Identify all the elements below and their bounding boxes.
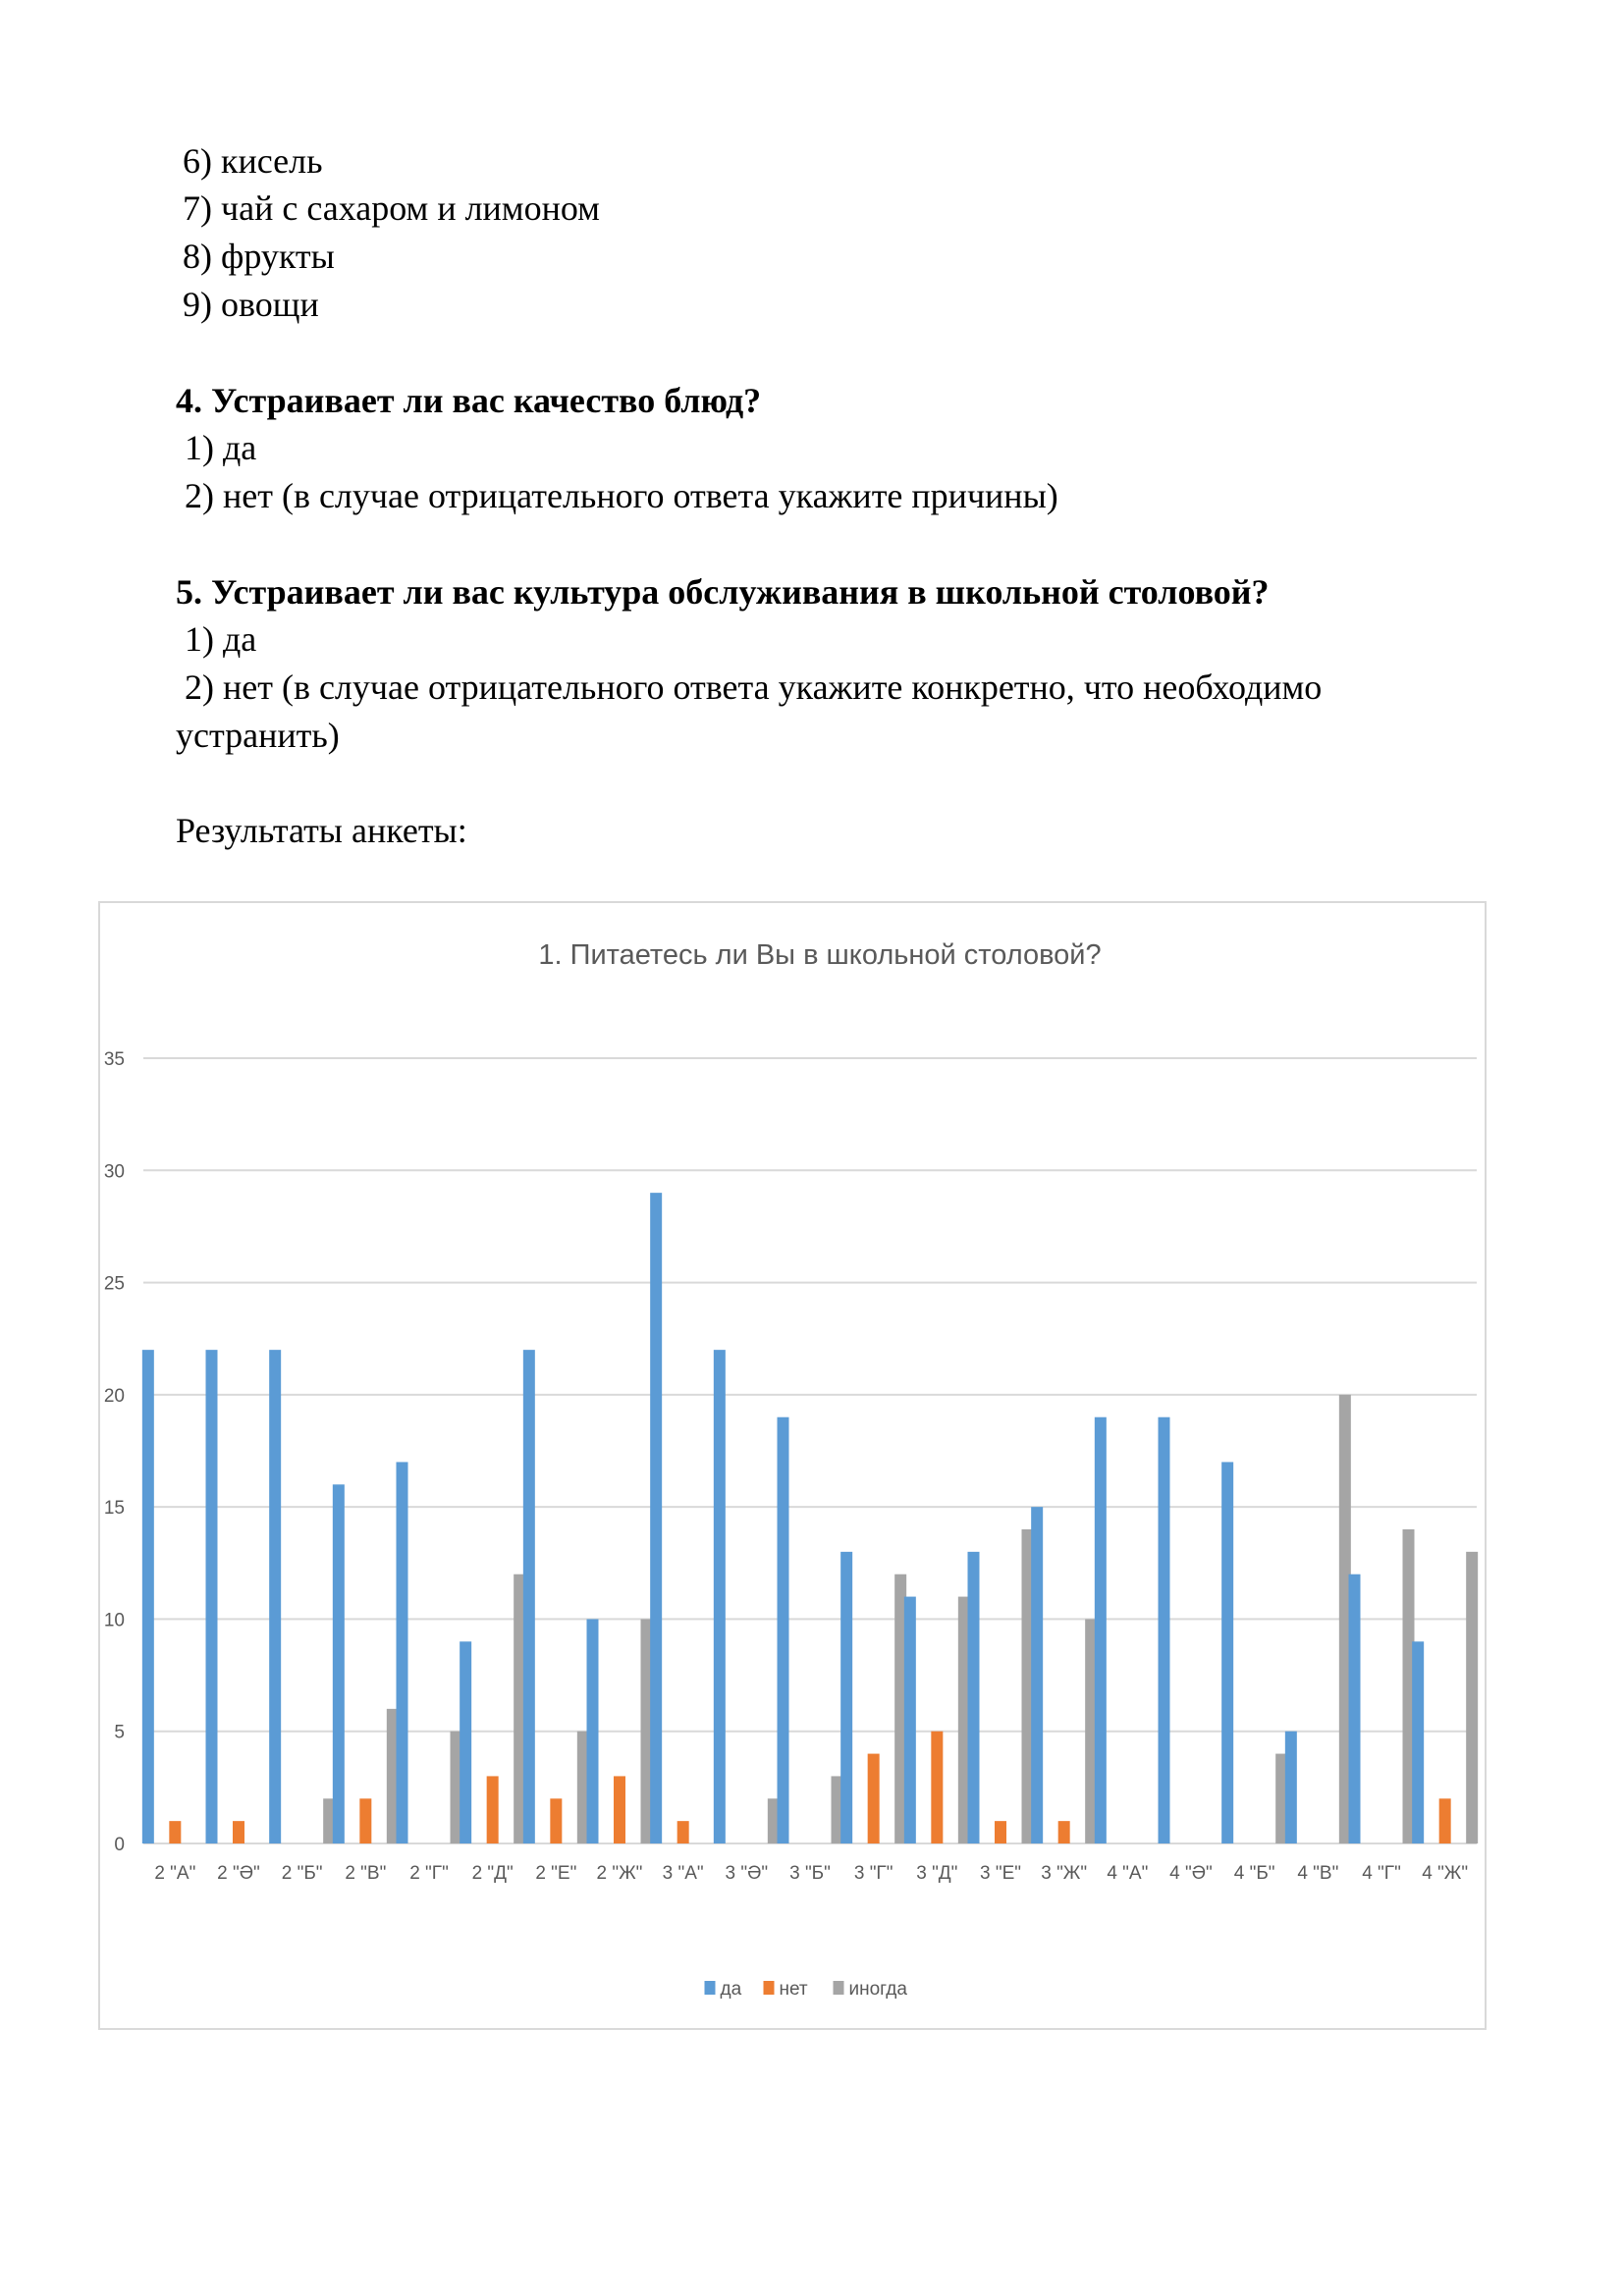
x-tick-label-3: 2 "Б" [281, 1863, 323, 1884]
y-tick-label-25: 25 [103, 1273, 125, 1295]
legend-label-нет: нет [779, 1979, 808, 2000]
bar-20-да [1349, 1575, 1361, 1843]
y-tick-label-0: 0 [114, 1835, 125, 1855]
bar-21-иногда [1466, 1552, 1478, 1843]
legend-swatch-нет [764, 1981, 775, 1995]
bar-4-нет [359, 1798, 371, 1843]
bar-15-нет [1058, 1821, 1070, 1843]
bar-13-да [904, 1597, 916, 1843]
bar-5-да [397, 1462, 408, 1843]
bar-21-да [1412, 1641, 1424, 1843]
bar-8-да [587, 1619, 599, 1843]
y-tick-label-35: 35 [103, 1049, 125, 1070]
question-4-option-1: 1) да [185, 428, 257, 467]
bar-14-нет [995, 1821, 1006, 1843]
bar-14-да [968, 1552, 980, 1843]
x-tick-label-15: 3 "Ж" [1041, 1863, 1088, 1884]
bar-2-нет [233, 1821, 244, 1843]
bar-11-да [778, 1417, 789, 1843]
bar-2-да [206, 1350, 218, 1843]
bar-21-нет [1439, 1798, 1451, 1843]
bar-7-да [523, 1350, 535, 1843]
legend-label-да: да [720, 1979, 742, 2000]
x-tick-label-19: 4 "В" [1297, 1863, 1339, 1884]
x-tick-label-18: 4 "Б" [1233, 1863, 1275, 1884]
x-tick-label-4: 2 "В" [345, 1863, 387, 1884]
x-tick-label-13: 3 "Д" [916, 1863, 958, 1884]
y-tick-label-5: 5 [114, 1722, 125, 1743]
question-5-option-2-cont: устранить) [176, 716, 340, 755]
bar-1-да [142, 1350, 154, 1843]
chart-title: 1. Питаетесь ли Вы в школьной столовой? [538, 939, 1102, 971]
legend-swatch-да [705, 1981, 716, 1995]
bar-12-нет [868, 1754, 880, 1843]
bar-19-да [1285, 1732, 1297, 1843]
question-4-option-2: 2) нет (в случае отрицательного ответа укажите причины) [185, 476, 1058, 515]
bar-15-да [1031, 1507, 1043, 1843]
bar-16-да [1095, 1417, 1107, 1843]
bar-12-да [840, 1552, 852, 1843]
x-tick-label-10: 3 "Ә" [725, 1863, 769, 1884]
bar-3-да [269, 1350, 281, 1843]
question-5-title: 5. Устраивает ли вас культура обслуживания в школьной столовой? [176, 572, 1270, 612]
bar-6-да [460, 1641, 471, 1843]
question-5-option-2: 2) нет (в случае отрицательного ответа укажите конкретно, что необходимо [185, 667, 1323, 707]
question-4-title: 4. Устраивает ли вас качество блюд? [176, 381, 762, 420]
y-tick-label-15: 15 [103, 1498, 125, 1520]
x-tick-label-21: 4 "Ж" [1422, 1863, 1469, 1884]
bar-7-нет [550, 1798, 562, 1843]
x-tick-label-5: 2 "Г" [409, 1863, 449, 1884]
x-tick-label-1: 2 "А" [154, 1863, 196, 1884]
question-5-option-1: 1) да [185, 619, 257, 659]
x-tick-label-16: 4 "А" [1107, 1863, 1149, 1884]
legend-swatch-иногда [834, 1981, 844, 1995]
list-item-7: 7) чай с сахаром и лимоном [183, 188, 600, 228]
list-item-8: 8) фрукты [183, 237, 335, 276]
x-tick-label-20: 4 "Г" [1362, 1863, 1401, 1884]
bar-9-нет [677, 1821, 689, 1843]
x-tick-label-2: 2 "Ә" [217, 1863, 260, 1884]
bar-9-да [650, 1193, 662, 1843]
bar-13-нет [931, 1732, 943, 1843]
chart-container [98, 901, 1487, 2030]
bar-chart [100, 903, 1485, 2028]
bar-8-нет [614, 1776, 625, 1843]
y-tick-label-20: 20 [103, 1385, 125, 1407]
bar-17-да [1159, 1417, 1170, 1843]
y-tick-label-10: 10 [103, 1610, 125, 1631]
x-tick-label-9: 3 "А" [662, 1863, 704, 1884]
bar-1-нет [169, 1821, 181, 1843]
bar-10-да [714, 1350, 726, 1843]
list-item-6: 6) кисель [183, 141, 323, 181]
results-label: Результаты анкеты: [176, 811, 467, 850]
x-tick-label-12: 3 "Г" [853, 1863, 893, 1884]
bar-4-да [333, 1484, 345, 1843]
bar-6-нет [487, 1776, 499, 1843]
list-item-9: 9) овощи [183, 285, 319, 324]
y-tick-label-30: 30 [103, 1161, 125, 1183]
x-tick-label-8: 2 "Ж" [596, 1863, 643, 1884]
x-tick-label-6: 2 "Д" [471, 1863, 514, 1884]
x-tick-label-14: 3 "Е" [979, 1863, 1022, 1884]
x-tick-label-17: 4 "Ә" [1169, 1863, 1213, 1884]
x-tick-label-11: 3 "Б" [789, 1863, 831, 1884]
x-tick-label-7: 2 "Е" [535, 1863, 577, 1884]
bar-18-да [1221, 1462, 1233, 1843]
legend-label-иногда: иногда [848, 1979, 907, 2000]
